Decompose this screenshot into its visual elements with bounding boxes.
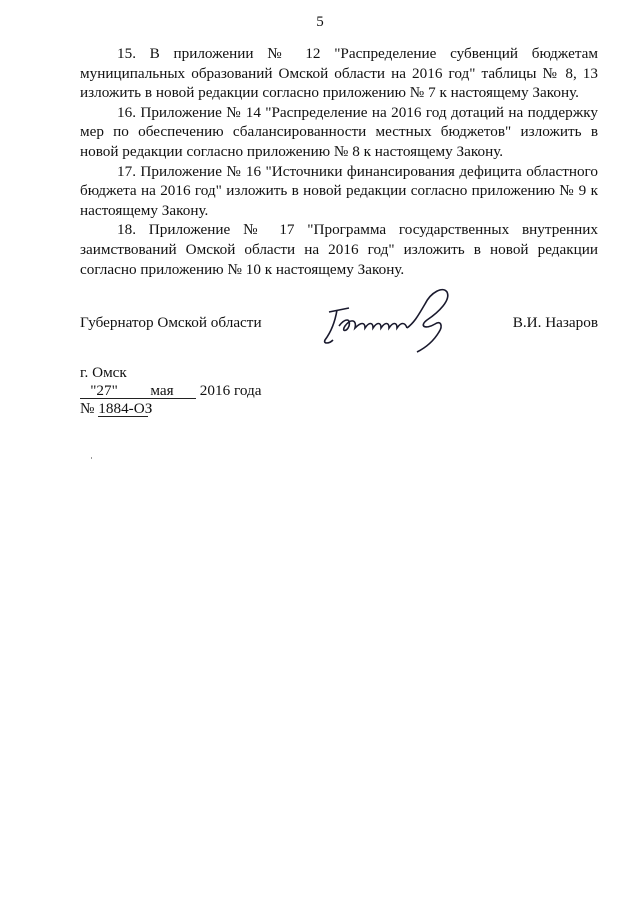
law-number: 1884-ОЗ <box>98 400 153 417</box>
number-sign: № <box>80 400 95 417</box>
date-year: 2016 года <box>199 382 262 399</box>
date-day: 27 <box>96 382 112 399</box>
scan-speck <box>91 457 92 459</box>
document-body <box>80 44 598 279</box>
city-line <box>80 364 340 382</box>
date-day-field <box>80 383 128 399</box>
paragraph-15: 15. В приложении № 12 "Распределение субвенций бюджетам муниципальных образований Омской области на 2016 год" таблицы № 8, 13 изложить в новой редакции согласно приложению № 7 к настоящему Закону. <box>80 45 598 102</box>
paragraph-17: 17. Приложение № 16 "Источники финансирования дефицита областного бюджета на 2016 год" изложить в новой редакции согласно приложению № 9 к настоящему Закону. <box>80 162 598 219</box>
law-number-line <box>80 400 340 418</box>
governor-title: Губернатор Омской области <box>80 314 262 331</box>
governor-name: В.И. Назаров <box>512 314 598 331</box>
paragraph-16: 16. Приложение № 14 "Распределение на 2016 год дотаций на поддержку мер по обеспечению сбалансированности местных бюджетов" изложить в новой редакции согласно приложению № 8 к настоящему Закону. <box>80 103 598 160</box>
quote-close: " <box>111 382 118 399</box>
date-line <box>80 382 340 400</box>
date-month: мая <box>150 382 174 399</box>
handwritten-signature <box>315 282 475 360</box>
signature-row <box>80 300 598 360</box>
paragraph-18: 18. Приложение № 17 "Программа государственных внутренних заимствований Омской области на 2016 год" изложить в новой редакции согласно приложению № 10 к настоящему Закону. <box>80 221 598 278</box>
place-date-block <box>80 364 340 418</box>
page-number: 5 <box>316 14 324 30</box>
city: г. Омск <box>80 364 127 381</box>
date-month-field <box>128 383 196 399</box>
quote-open: " <box>90 382 97 399</box>
